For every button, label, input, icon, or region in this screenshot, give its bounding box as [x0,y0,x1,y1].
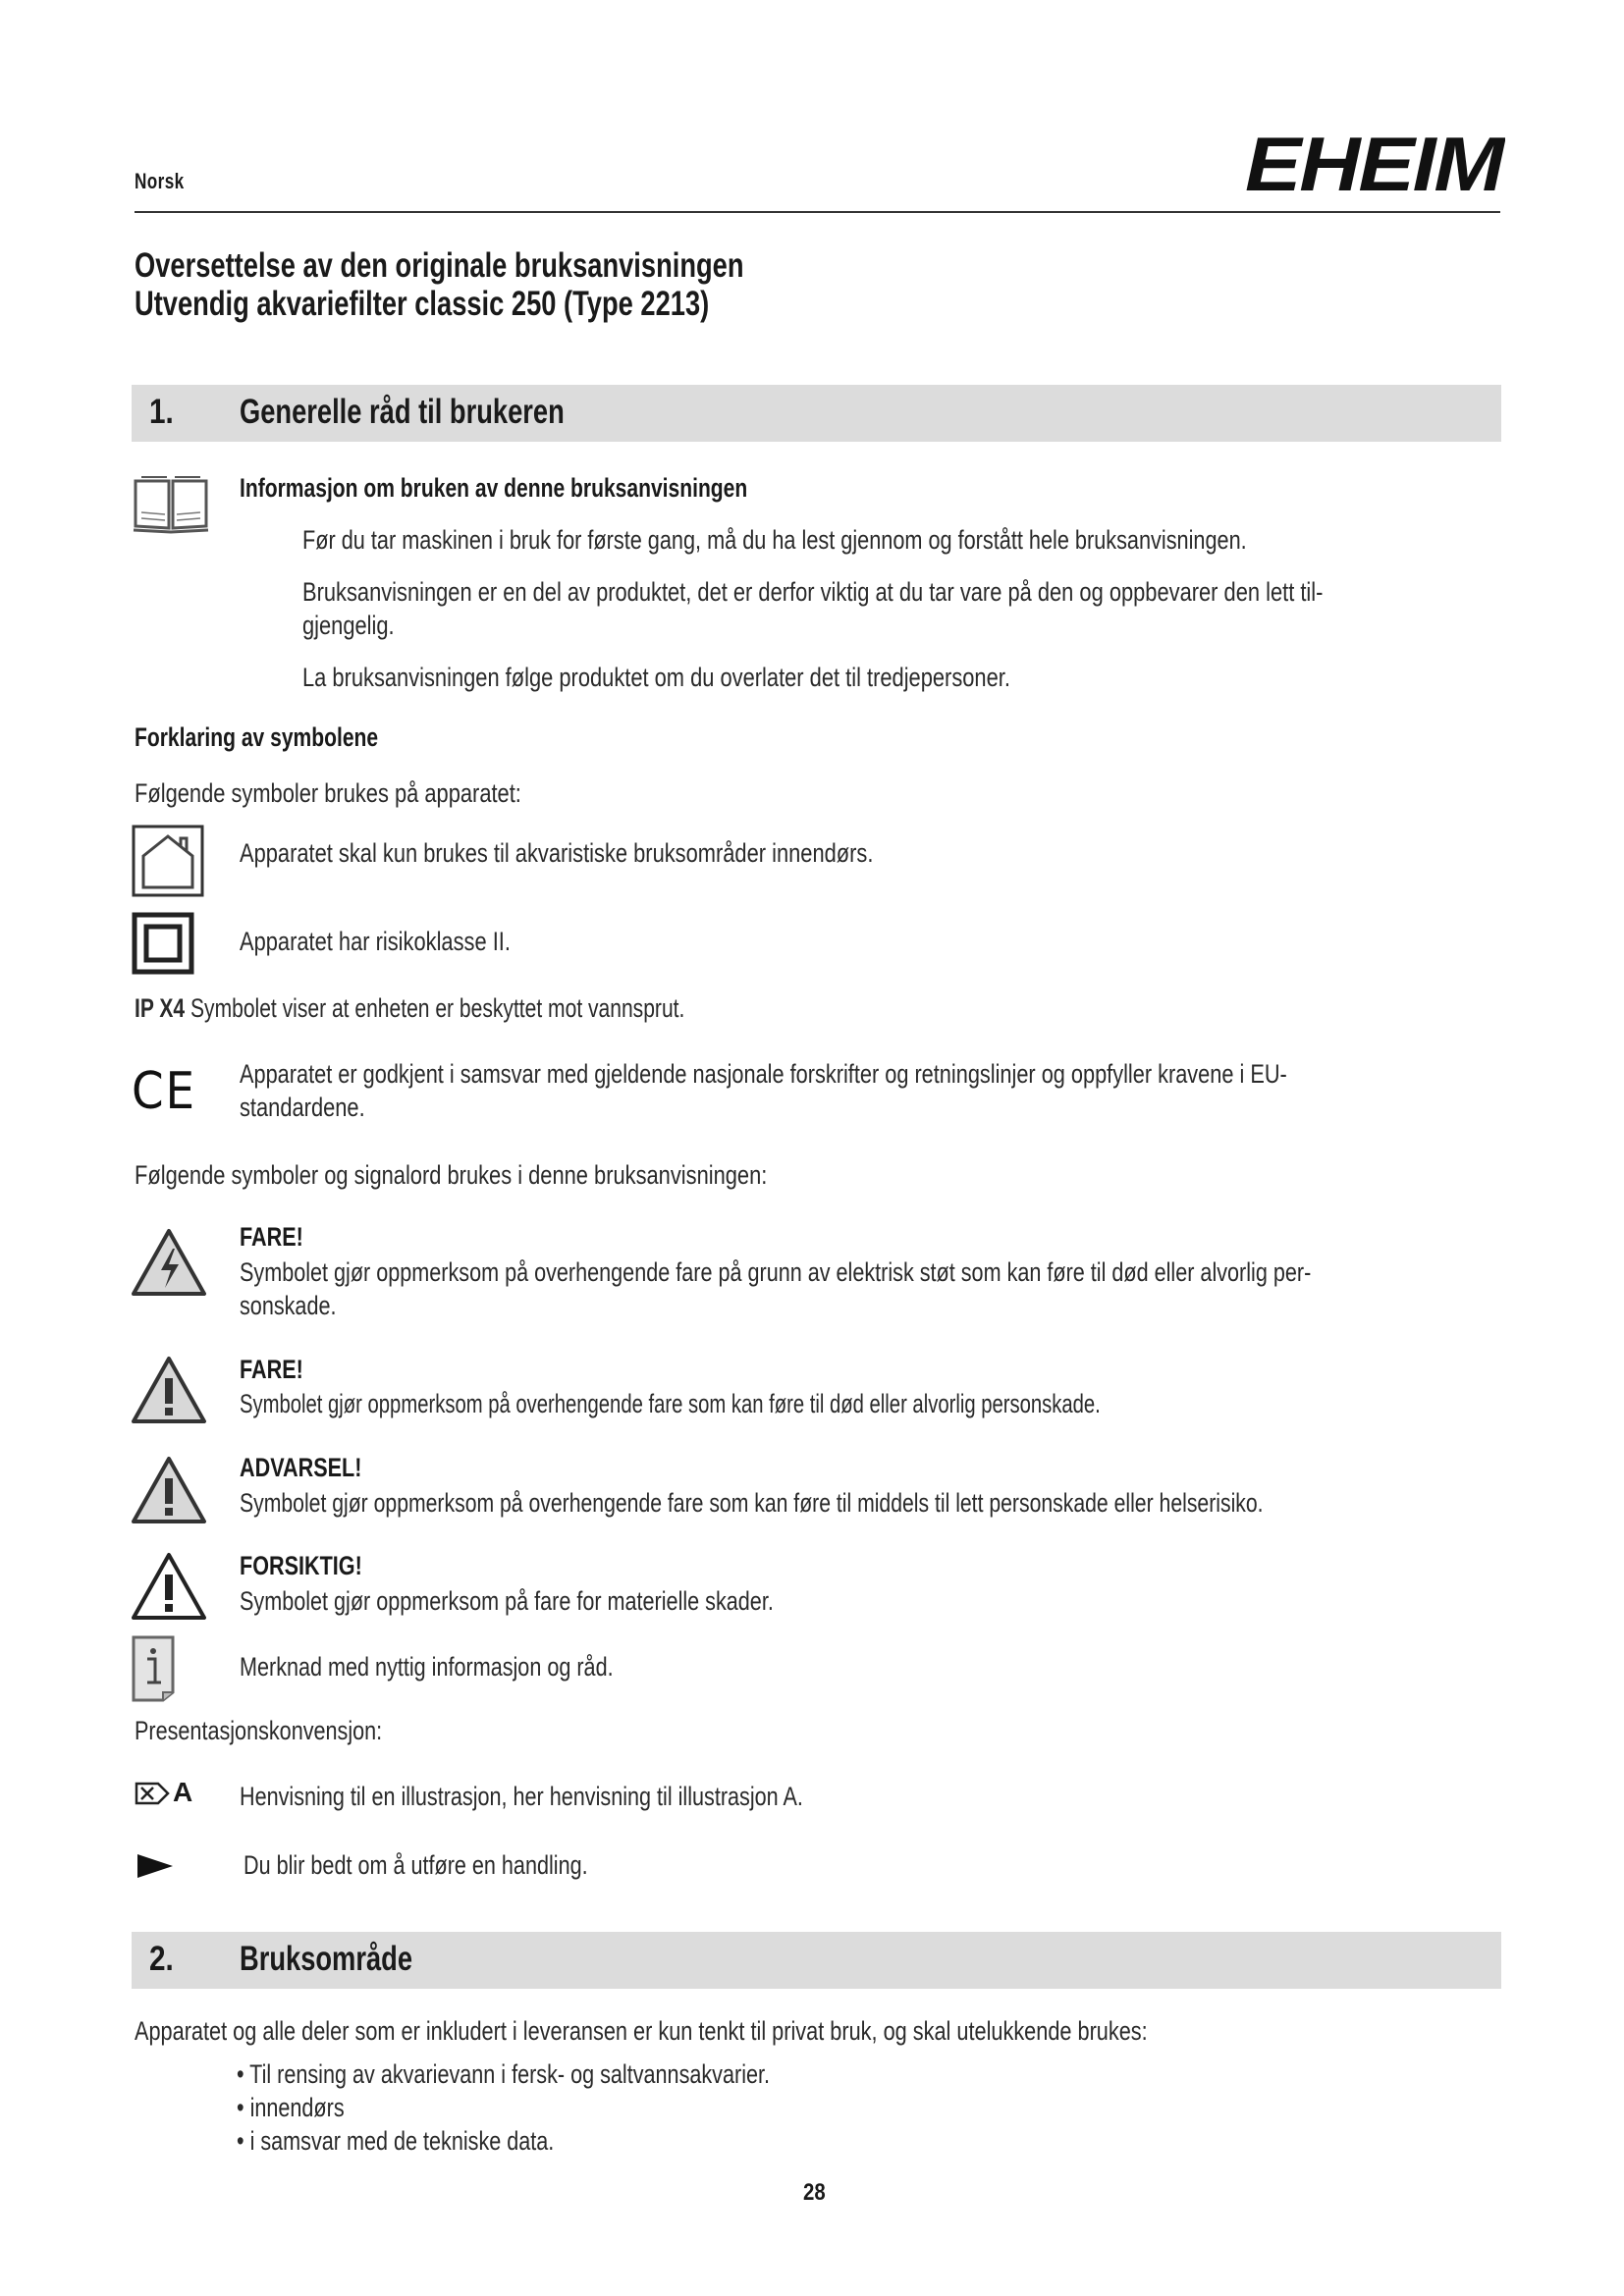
symbol-indoor-text: Apparatet skal kun brukes til akvaristiske bruksområder innendørs. [240,838,874,868]
symbols-heading: Forklaring av symbolene [135,722,379,752]
document-title-line-1: Oversettelse av den originale bruksanvisningen [135,246,744,285]
caution-title: FORSIKTIG! [240,1551,362,1580]
info-heading: Informasjon om bruken av denne bruksanvisningen [240,473,748,503]
info-paragraph-2-line-2: gjengelig. [302,611,395,640]
ce-text-line-1: Apparatet er godkjent i samsvar med gjeldende nasjonale forskrifter og retningslinjer og oppfyller kravene i EU- [240,1059,1287,1089]
symbol-class2-text: Apparatet har risikoklasse II. [240,927,511,956]
section-1-header [132,385,1501,442]
signal-words-intro: Følgende symboler og signalord brukes i denne bruksanvisningen: [135,1160,768,1190]
info-paragraph-1: Før du tar maskinen i bruk for første gang, må du ha lest gjennom og forstått hele bruksanvisningen. [302,525,1247,555]
ce-text-line-2: standardene. [240,1093,365,1122]
electric-shock-warning-icon [130,1227,208,1298]
info-note-icon [130,1633,177,1702]
section-1-title: Generelle råd til brukeren [240,393,565,431]
symbols-intro: Følgende symboler brukes på apparatet: [135,778,521,808]
caution-text: Symbolet gjør oppmerksom på fare for materielle skader. [240,1586,774,1616]
eheim-logo [1245,124,1505,198]
indoor-use-icon [132,825,204,897]
danger-warning-icon [130,1355,208,1425]
section-2-header [132,1932,1501,1989]
danger-text: Symbolet gjør oppmerksom på overhengende fare som kan føre til død eller alvorlig personskade. [240,1389,1101,1418]
document-title-line-2: Utvendig akvariefilter classic 250 (Type 2213) [135,285,710,323]
illustration-reference-icon [135,1782,170,1805]
danger-electric-text-line-2: sonskade. [240,1291,337,1320]
svg-text:EHEIM: EHEIM [1245,124,1505,198]
list-item: • i samsvar med de tekniske data. [237,2126,555,2156]
ipx4-line [135,991,839,1025]
danger-electric-text-line-1: Symbolet gjør oppmerksom på overhengende fare på grunn av elektrisk støt som kan føre til død eller alvorlig per- [240,1257,1312,1287]
action-arrow-icon [136,1853,174,1879]
action-text: Du blir bedt om å utføre en handling. [244,1850,588,1880]
note-text: Merknad med nyttig informasjon og råd. [240,1652,614,1682]
caution-icon [130,1551,208,1622]
ipx4-text: Symbolet viser at enheten er beskyttet mot vannsprut. [190,993,685,1023]
list-item: • innendørs [237,2093,345,2122]
warning-icon [130,1455,208,1525]
section-2-number: 2. [149,1940,174,1978]
ce-mark-icon: CE [132,1062,196,1121]
info-paragraph-2-line-1: Bruksanvisningen er en del av produktet, det er derfor viktig at du tar vare på den og oppbevarer den lett til- [302,577,1324,607]
protection-class-ii-icon [132,912,194,975]
illustration-reference-label: A [173,1777,193,1807]
ipx4-label: IP X4 [135,993,186,1023]
danger-electric-title: FARE! [240,1222,303,1252]
section-2-intro: Apparatet og alle deler som er inkludert i leveransen er kun tenkt til privat bruk, og skal utelukkende brukes: [135,2016,1148,2046]
list-item: • Til rensing av akvarievann i fersk- og saltvannsakvarier. [237,2059,771,2089]
convention-heading: Presentasjonskonvensjon: [135,1716,383,1745]
page-number: 28 [803,2179,826,2206]
section-2-title: Bruksområde [240,1940,412,1978]
section-1-number: 1. [149,393,174,431]
language-label: Norsk [135,169,185,193]
warning-text: Symbolet gjør oppmerksom på overhengende fare som kan føre til middels til lett personskade eller helserisiko. [240,1488,1264,1518]
info-paragraph-3: La bruksanvisningen følge produktet om du overlater det til tredjepersoner. [302,663,1010,692]
warning-title: ADVARSEL! [240,1453,362,1482]
book-icon [132,471,210,536]
illustration-reference-text: Henvisning til en illustrasjon, her henvisning til illustrasjon A. [240,1782,803,1811]
danger-title: FARE! [240,1355,303,1384]
header-rule [135,211,1500,213]
